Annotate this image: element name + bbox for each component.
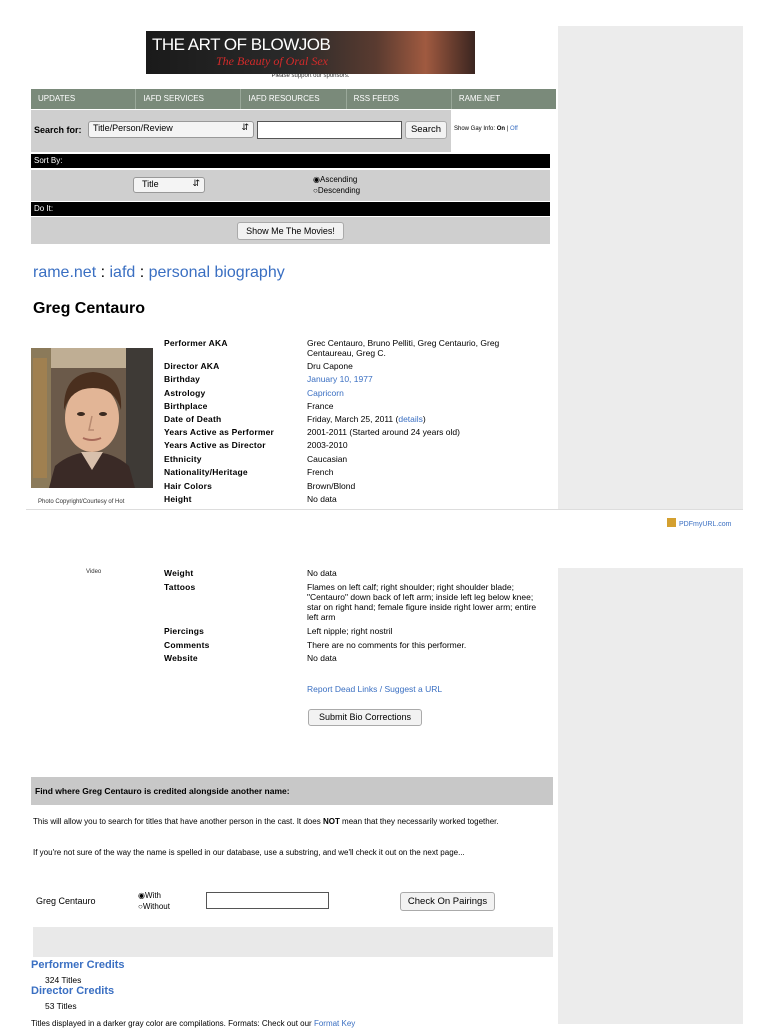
field-value: Caucasian [307,454,348,464]
pdfmyurl-label: PDFmyURL.com [679,521,732,528]
nav-rss-feeds[interactable]: RSS FEEDS [347,89,452,109]
check-pairings-button[interactable]: Check On Pairings [400,892,495,911]
crumb-rame[interactable]: rame.net [33,264,97,281]
search-input[interactable] [257,121,402,139]
pairing-performer-name: Greg Centauro [36,896,96,906]
gay-info-on[interactable]: On [496,126,506,132]
photo-caption: Photo Copyright/Courtesy of Hot [38,499,125,505]
crumb-page[interactable]: personal biography [148,264,285,281]
death-date: Friday, March 25, 2011 ( [307,414,399,424]
field-label: Website [164,653,198,663]
updown-arrows-icon: ⇵ [192,178,200,188]
field-value: Brown/Blond [307,481,356,491]
field-label: Birthday [164,374,201,384]
nav-updates[interactable]: UPDATES [31,89,136,109]
astrology-link[interactable]: Capricorn [307,388,344,398]
sort-field-select[interactable] [133,177,205,193]
field-value: No data [307,568,337,578]
director-credits-count: 53 Titles [45,1001,77,1011]
radio-with-label: With [144,891,161,900]
sort-order-radios [313,174,360,196]
field-value: No data [307,653,337,663]
page-title: Greg Centauro [33,300,146,317]
breadcrumb [33,264,285,282]
sort-row [31,170,550,201]
radio-without[interactable] [138,901,170,912]
field-label: Years Active as Director [164,440,266,450]
field-value [307,414,547,424]
sponsor-banner[interactable] [146,31,475,74]
performer-credits-link[interactable]: Performer Credits [31,959,125,971]
pairing-text-a: This will allow you to search for titles that have another person in the cast. It does [33,817,323,826]
field-label: Piercings [164,626,205,636]
field-label: Ethnicity [164,454,202,464]
pairing-text-c: mean that they necessarily worked together. [339,817,499,826]
pairing-text-not: NOT [322,817,340,826]
field-value: No data [307,494,337,504]
sort-field-value: Title [142,179,159,189]
radio-unchecked-icon: ○ [313,186,318,195]
performer-credits-count: 324 Titles [45,975,82,985]
field-value: Left nipple; right nostril [307,626,393,636]
field-label: Astrology [164,388,206,398]
field-label: Tattoos [164,582,196,592]
field-label: Nationality/Heritage [164,467,248,477]
right-sidebar-bottom [558,568,743,1024]
radio-descending-label: Descending [317,186,361,195]
pdfmyurl-link[interactable] [667,518,732,528]
field-value: France [307,401,334,411]
pairing-header: Find where Greg Centauro is credited alongside another name: [31,777,553,805]
radio-checked-icon: ◉ [313,175,320,184]
gay-info-separator: | [505,126,510,132]
field-value: There are no comments for this performer. [307,640,467,650]
main-nav [31,89,556,109]
radio-checked-icon: ◉ [138,891,145,900]
pairing-results-box [33,927,553,957]
field-label: Weight [164,568,194,578]
submit-corrections-button[interactable]: Submit Bio Corrections [308,709,422,726]
radio-ascending[interactable] [313,174,360,185]
nav-iafd-resources[interactable]: IAFD RESOURCES [241,89,346,109]
search-button[interactable]: Search [405,121,447,139]
field-label: Date of Death [164,414,222,424]
right-sidebar-top [558,26,743,509]
field-label: Director AKA [164,361,220,371]
nav-rame-net[interactable]: RAME.NET [458,94,501,103]
field-value: Dru Capone [307,361,353,371]
details-link[interactable]: details [398,414,423,424]
nav-iafd-services[interactable]: IAFD SERVICES [136,89,241,109]
field-value: French [307,467,334,477]
death-date-tail: ) [422,414,426,424]
format-key-link[interactable]: Format Key [313,1019,356,1028]
performer-photo [31,348,153,488]
pairing-radios [138,890,170,912]
radio-with[interactable] [138,890,170,901]
footnote-text: Titles displayed in a darker gray color are compilations. Formats: Check out our [31,1019,314,1028]
gay-info-label: Show Gay Info: [454,126,496,132]
search-type-select[interactable] [88,121,254,138]
field-value: Flames on left calf; right shoulder; right shoulder blade; "Centauro" down back of left arm; inside left leg below knee; star on right hand; female figure inside right lower arm; entire left arm [307,582,537,622]
field-value: Grec Centauro, Bruno Pelliti, Greg Centaurio, Greg Centaureau, Greg C. [307,338,500,358]
do-it-header: Do It: [31,202,550,216]
radio-descending[interactable] [313,185,360,196]
field-value: 2001-2011 (Started around 24 years old) [307,427,460,437]
pairing-description [33,817,548,827]
search-type-value: Title/Person/Review [93,123,173,133]
field-value: 2003-2010 [307,440,348,450]
sort-header: Sort By: [31,154,550,168]
pairing-hint: If you're not sure of the way the name is spelled in our database, use a substring, and we'll check it out on the next page... [33,848,465,857]
crumb-iafd[interactable]: iafd [109,264,136,281]
pdf-icon [667,518,676,527]
field-label: Performer AKA [164,338,228,348]
radio-ascending-label: Ascending [319,175,358,184]
banner-title: THE ART OF BLOWJOB [152,35,331,54]
updown-arrows-icon: ⇵ [241,122,249,132]
gay-info-toggle [454,126,518,132]
radio-without-label: Without [142,902,170,911]
birthday-link[interactable]: January 10, 1977 [307,374,373,384]
show-movies-button[interactable]: Show Me The Movies! [237,222,344,240]
radio-unchecked-icon: ○ [138,902,143,911]
field-label: Years Active as Performer [164,427,275,437]
gay-info-off[interactable]: Off [509,126,518,132]
field-label: Birthplace [164,401,208,411]
report-links-link[interactable]: Report Dead Links / Suggest a URL [307,684,443,694]
field-label: Hair Colors [164,481,213,491]
sponsor-note: Please support our sponsors. [271,73,350,79]
page-break [26,509,743,510]
crumb-separator: : [135,264,149,281]
director-credits-link[interactable]: Director Credits [31,985,115,997]
banner-subtitle: The Beauty of Oral Sex [216,54,328,68]
photo-caption-cont: Video [86,569,102,575]
field-label: Comments [164,640,210,650]
search-label: Search for: [34,125,82,135]
crumb-separator: : [96,264,110,281]
field-label: Height [164,494,192,504]
pairing-name-input[interactable] [206,892,329,909]
